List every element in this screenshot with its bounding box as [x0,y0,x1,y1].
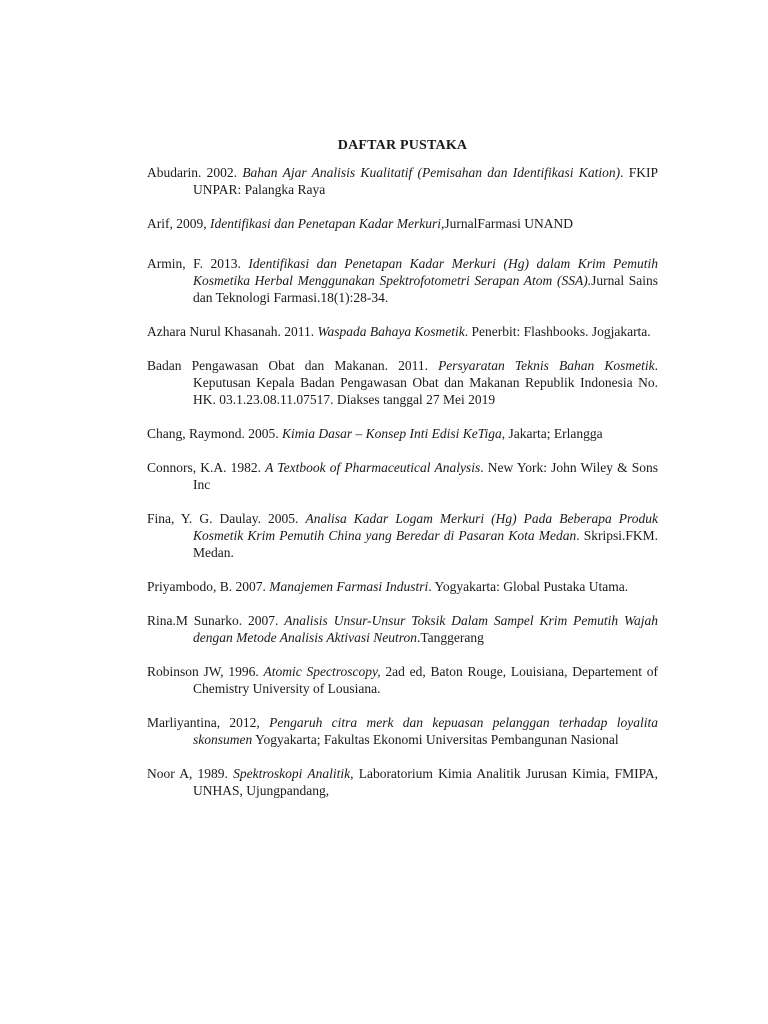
reference-publisher: . Penerbit: Flashbooks. Jogjakarta. [464,324,651,339]
reference-publisher: . Yogyakarta: Global Pustaka Utama. [428,579,629,594]
reference-author-year: Marliyantina, 2012, [147,715,270,730]
page-title: DAFTAR PUSTAKA [337,138,468,153]
reference-author-year: Armin, F. 2013. [147,256,249,271]
reference-title: Bahan Ajar Analisis Kualitatif (Pemisahan dan Identifikasi Kation) [242,165,621,180]
reference-title: Manajemen Farmasi Industri [269,579,429,594]
reference-author-year: Azhara Nurul Khasanah. 2011. [147,324,318,339]
document-page [147,136,658,816]
reference-author-year: Rina.M Sunarko. 2007. [147,613,285,628]
reference-publisher: JurnalFarmasi UNAND [444,216,573,231]
reference-entry [147,425,658,442]
reference-author-year: Arif, 2009, [147,216,210,231]
reference-title: Identifikasi dan Penetapan Kadar Merkuri (Hg) dalam Krim Pemutih Kosmetika Herbal Menggunakan Spektrofotometri Serapan Atom (SSA). [193,256,658,288]
reference-title: Pengaruh citra merk dan kepuasan pelanggan terhadap loyalita skonsumen [193,715,658,747]
reference-entry [147,255,658,306]
reference-entry [147,459,658,493]
reference-entry [147,215,658,232]
reference-title: Persyaratan Teknis Bahan Kosmetik [438,358,655,373]
reference-publisher: . Keputusan Kepala Badan Pengawasan Obat dan Makanan Republik Indonesia No. HK. 03.1.23.08.11.07517. Diakses tanggal 27 Mei 2019 [193,358,658,407]
reference-author-year: Priyambodo, B. 2007. [147,579,270,594]
reference-entry [147,765,658,799]
reference-author-year: Robinson JW, 1996. [147,664,264,679]
reference-author-year: Badan Pengawasan Obat dan Makanan. 2011. [147,358,439,373]
reference-entry [147,578,658,595]
reference-publisher: 2ad ed, Baton Rouge, Louisiana, Departement of Chemistry University of Lousiana. [193,664,658,696]
reference-entry [147,323,658,340]
reference-publisher: Yogyakarta; Fakultas Ekonomi Universitas Pembangunan Nasional [252,732,619,747]
reference-entry [147,714,658,748]
reference-entry [147,164,658,198]
reference-publisher: Jurnal Sains dan Teknologi Farmasi.18(1):28-34. [193,273,658,305]
reference-title: Analisis Unsur-Unsur Toksik Dalam Sampel Krim Pemutih Wajah dengan Metode Analisis Aktivasi Neutron [193,613,659,645]
reference-entry [147,663,658,697]
reference-title: Waspada Bahaya Kosmetik [317,324,465,339]
reference-publisher: . Skripsi.FKM. Medan. [193,528,658,560]
reference-author-year: Connors, K.A. 1982. [147,460,266,475]
reference-title: Spektroskopi Analitik [233,766,351,781]
reference-title: Analisa Kadar Logam Merkuri (Hg) Pada Beberapa Produk Kosmetik Krim Pemutih China yang Beredar di Pasaran Kota Medan [193,511,658,543]
reference-title: A Textbook of Pharmaceutical Analysis [265,460,481,475]
reference-publisher: . FKIP UNPAR: Palangka Raya [193,165,659,197]
reference-title: Atomic Spectroscopy, [263,664,381,679]
reference-publisher: , Laboratorium Kimia Analitik Jurusan Kimia, FMIPA, UNHAS, Ujungpandang, [193,766,659,798]
reference-publisher: , Jakarta; Erlangga [501,426,603,441]
reference-title: Identifikasi dan Penetapan Kadar Merkuri, [210,216,445,231]
reference-entry [147,357,658,408]
reference-title: Kimia Dasar – Konsep Inti Edisi KeTiga [282,426,502,441]
reference-author-year: Chang, Raymond. 2005. [147,426,282,441]
reference-author-year: Noor A, 1989. [147,766,234,781]
reference-author-year: Abudarin. 2002. [147,165,243,180]
reference-publisher: . New York: John Wiley & Sons Inc [193,460,658,492]
reference-entry [147,612,658,646]
reference-publisher: .Tanggerang [416,630,484,645]
reference-author-year: Fina, Y. G. Daulay. 2005. [147,511,306,526]
reference-entry [147,510,658,561]
